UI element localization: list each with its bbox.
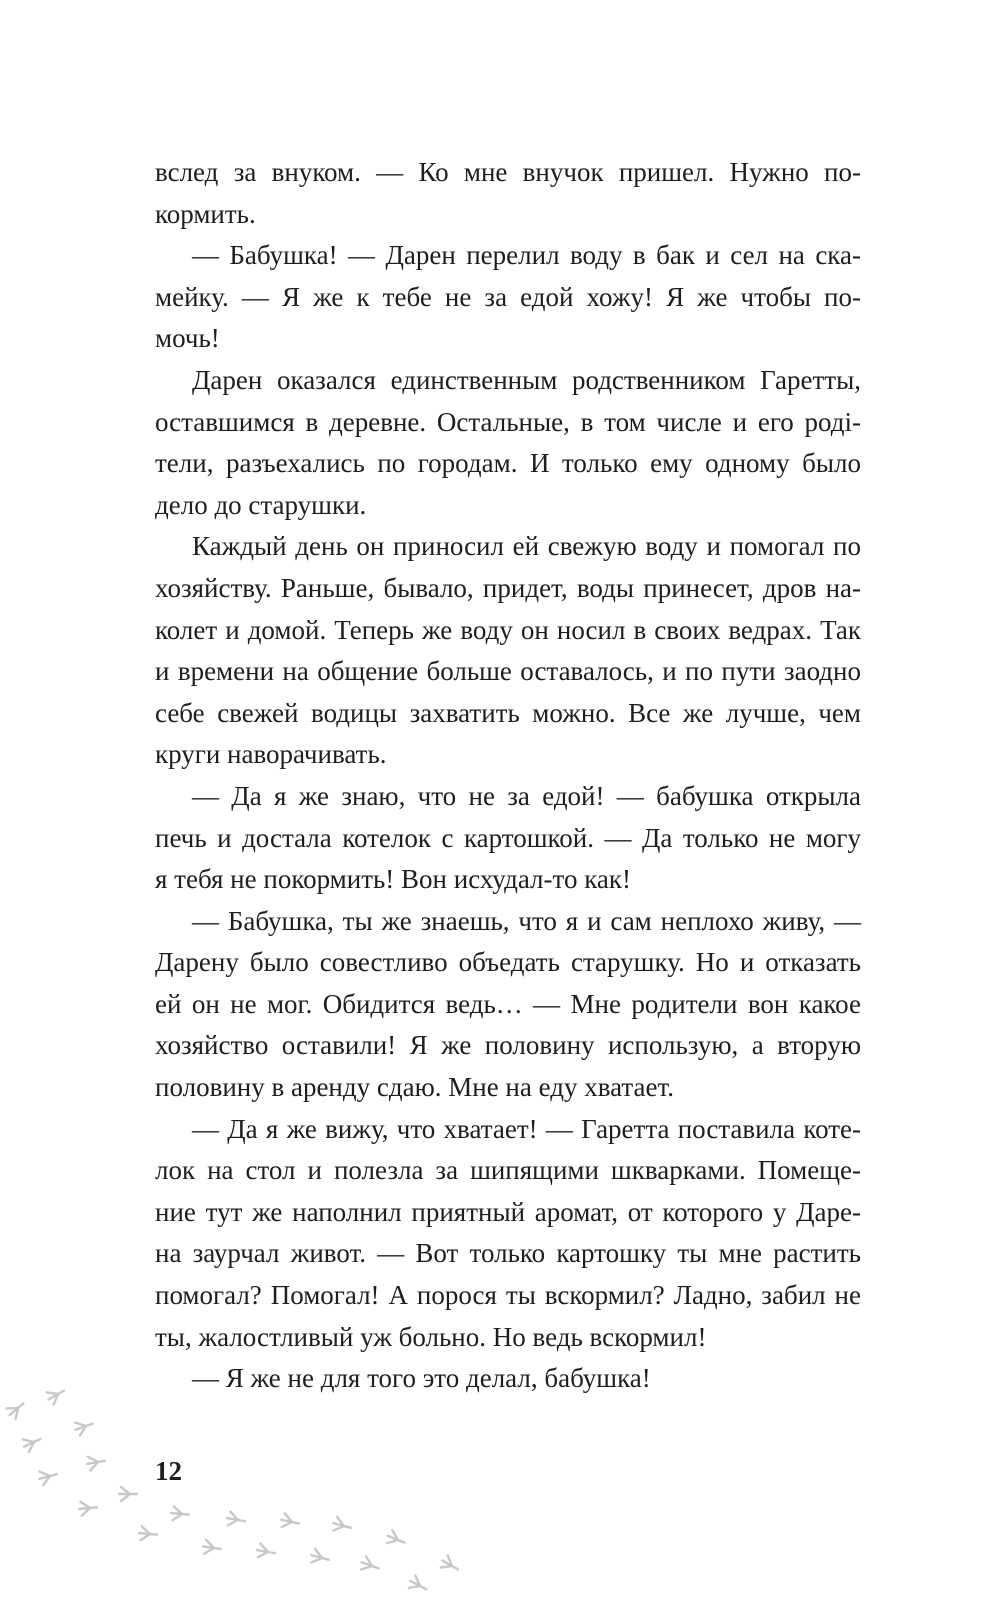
text-line: кормить. (155, 198, 256, 229)
text-line: лок на стол и полезла за шипящими шкварками. Помеще- (155, 1155, 861, 1186)
text-line: дело до старушки. (155, 489, 367, 520)
text-line: мейку. — Я же к тебе не за едой хожу! Я же чтобы по- (155, 281, 861, 312)
text-line: — Да я же знаю, что не за едой! — бабушка открыла (192, 780, 861, 811)
text-line: Дарену было совестливо объедать старушку. Но и отказать (155, 947, 861, 978)
body-text (155, 152, 861, 1400)
text-line: ние тут же наполнил приятный аромат, от которого у Даре- (155, 1196, 861, 1227)
text-line: ты, жалостливый уж больно. Но ведь вскормил! (155, 1321, 707, 1352)
text-line: Каждый день он приносил ей свежую воду и помогал по (192, 531, 861, 562)
text-line: хозяйству. Раньше, бывало, придет, воды принесет, дров на- (155, 572, 861, 603)
text-line: на заурчал живот. — Вот только картошку ты мне растить (155, 1238, 861, 1269)
text-line: помогал? Помогал! А порося ты вскормил? Ладно, забил не (155, 1280, 861, 1311)
text-line: — Я же не для того это делал, бабушка! (192, 1363, 651, 1394)
text-line: — Бабушка! — Дарен перелил воду в бак и сел на ска- (192, 240, 861, 271)
text-line: вслед за внуком. — Ко мне внучок пришел. Нужно по- (155, 157, 861, 187)
text-line: Дарен оказался единственным родственником Гаретты, (192, 364, 861, 395)
bird-tracks-icon (0, 1380, 500, 1616)
text-line: хозяйство оставили! Я же половину использую, а вторую (155, 1030, 861, 1061)
text-line: — Да я же вижу, что хватает! — Гаретта поставила коте- (192, 1113, 861, 1144)
text-line: тели, разъехались по городам. И только ему одному было (155, 448, 861, 479)
page-number: 12 (155, 1456, 182, 1486)
text-line: себе свежей водицы захватить можно. Все же лучше, чем (155, 697, 861, 728)
text-line: — Бабушка, ты же знаешь, что я и сам неплохо живу, — (192, 905, 861, 936)
text-line: мочь! (155, 323, 220, 354)
text-line: я тебя не покормить! Вон исхудал-то как! (155, 864, 632, 895)
text-line: и времени на общение больше оставалось, и по пути заодно (155, 656, 861, 687)
text-line: половину в аренду сдаю. Мне на еду хватает. (155, 1072, 675, 1103)
text-line: колет и домой. Теперь же воду он носил в своих ведрах. Так (155, 614, 861, 645)
text-line: круги наворачивать. (155, 739, 387, 770)
text-line: печь и достала котелок с картошкой. — Да только не могу (155, 822, 861, 853)
text-line: оставшимся в деревне. Остальные, в том числе и его родi- (155, 406, 861, 437)
text-line: ей он не мог. Обидится ведь… — Мне родители вон какое (155, 988, 861, 1019)
bird-track-trail (5, 1384, 461, 1595)
